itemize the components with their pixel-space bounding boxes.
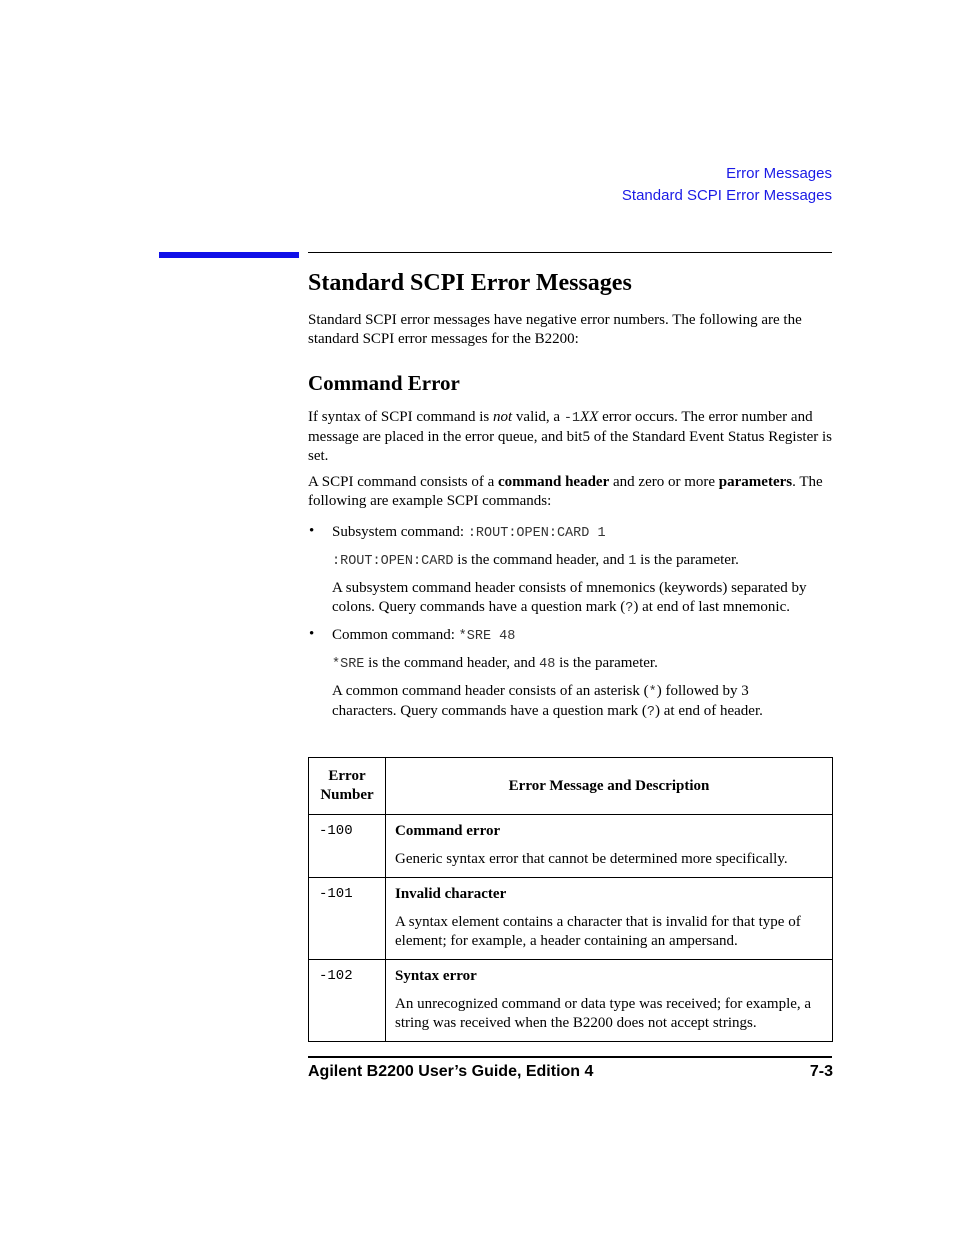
table-row bbox=[309, 878, 833, 960]
column-header-error-number: Error Number bbox=[309, 758, 386, 815]
error-description: An unrecognized command or data type was received; for example, a string was received when the B2200 does not accept strings. bbox=[395, 996, 812, 1031]
section-marker-bar bbox=[159, 252, 299, 258]
error-title: Command error bbox=[395, 823, 501, 839]
table-row bbox=[309, 815, 833, 878]
table-row bbox=[309, 960, 833, 1042]
common-command-item: Common command: *SRE 48 bbox=[332, 627, 516, 644]
intro-paragraph: Standard SCPI error messages have negative error numbers. The following are the standard SCPI error messages for the B2200: bbox=[308, 312, 802, 347]
scpi-command-paragraph: A SCPI command consists of a command header and zero or more parameters. The following are example SCPI commands: bbox=[308, 474, 823, 509]
running-header-section: Standard SCPI Error Messages bbox=[621, 187, 832, 204]
error-title: Invalid character bbox=[395, 886, 507, 902]
common-description: A common command header consists of an asterisk (*) followed by 3 characters. Query commands have a question mark (?) at end of header. bbox=[332, 683, 763, 720]
common-header-note: *SRE is the command header, and 48 is the parameter. bbox=[332, 655, 658, 672]
subsystem-command-item: Subsystem command: :ROUT:OPEN:CARD 1 bbox=[332, 524, 606, 541]
section-rule bbox=[308, 252, 832, 253]
error-number: -102 bbox=[309, 960, 386, 1042]
error-table bbox=[308, 757, 833, 1042]
table-header-row bbox=[309, 758, 833, 815]
error-message-cell bbox=[386, 960, 833, 1042]
footer-rule bbox=[308, 1056, 832, 1058]
column-header-message: Error Message and Description bbox=[386, 758, 833, 815]
error-title: Syntax error bbox=[395, 968, 477, 984]
bullet-marker: • bbox=[309, 523, 315, 539]
error-number: -100 bbox=[309, 815, 386, 878]
page-title: Standard SCPI Error Messages bbox=[308, 270, 632, 296]
footer-title: Agilent B2200 User’s Guide, Edition 4 bbox=[308, 1063, 594, 1080]
error-description: Generic syntax error that cannot be determined more specifically. bbox=[395, 851, 788, 867]
command-error-paragraph: If syntax of SCPI command is not valid, a -1XX error occurs. The error number and message are placed in the error queue, and bit5 of the Standard Event Status Register is set. bbox=[308, 409, 833, 464]
subsystem-description: A subsystem command header consists of mnemonics (keywords) separated by colons. Query commands have a question mark (?) at end of last mnemonic. bbox=[332, 580, 807, 616]
bullet-marker: • bbox=[309, 626, 315, 642]
subsystem-header-note: :ROUT:OPEN:CARD is the command header, and 1 is the parameter. bbox=[332, 552, 739, 569]
running-header-chapter: Error Messages bbox=[726, 165, 832, 182]
error-message-cell bbox=[386, 878, 833, 960]
error-number: -101 bbox=[309, 878, 386, 960]
error-message-cell bbox=[386, 815, 833, 878]
error-description: A syntax element contains a character that is invalid for that type of element; for example, a header containing an ampersand. bbox=[395, 914, 801, 949]
command-error-heading: Command Error bbox=[308, 371, 460, 395]
page-number: 7-3 bbox=[809, 1063, 833, 1080]
